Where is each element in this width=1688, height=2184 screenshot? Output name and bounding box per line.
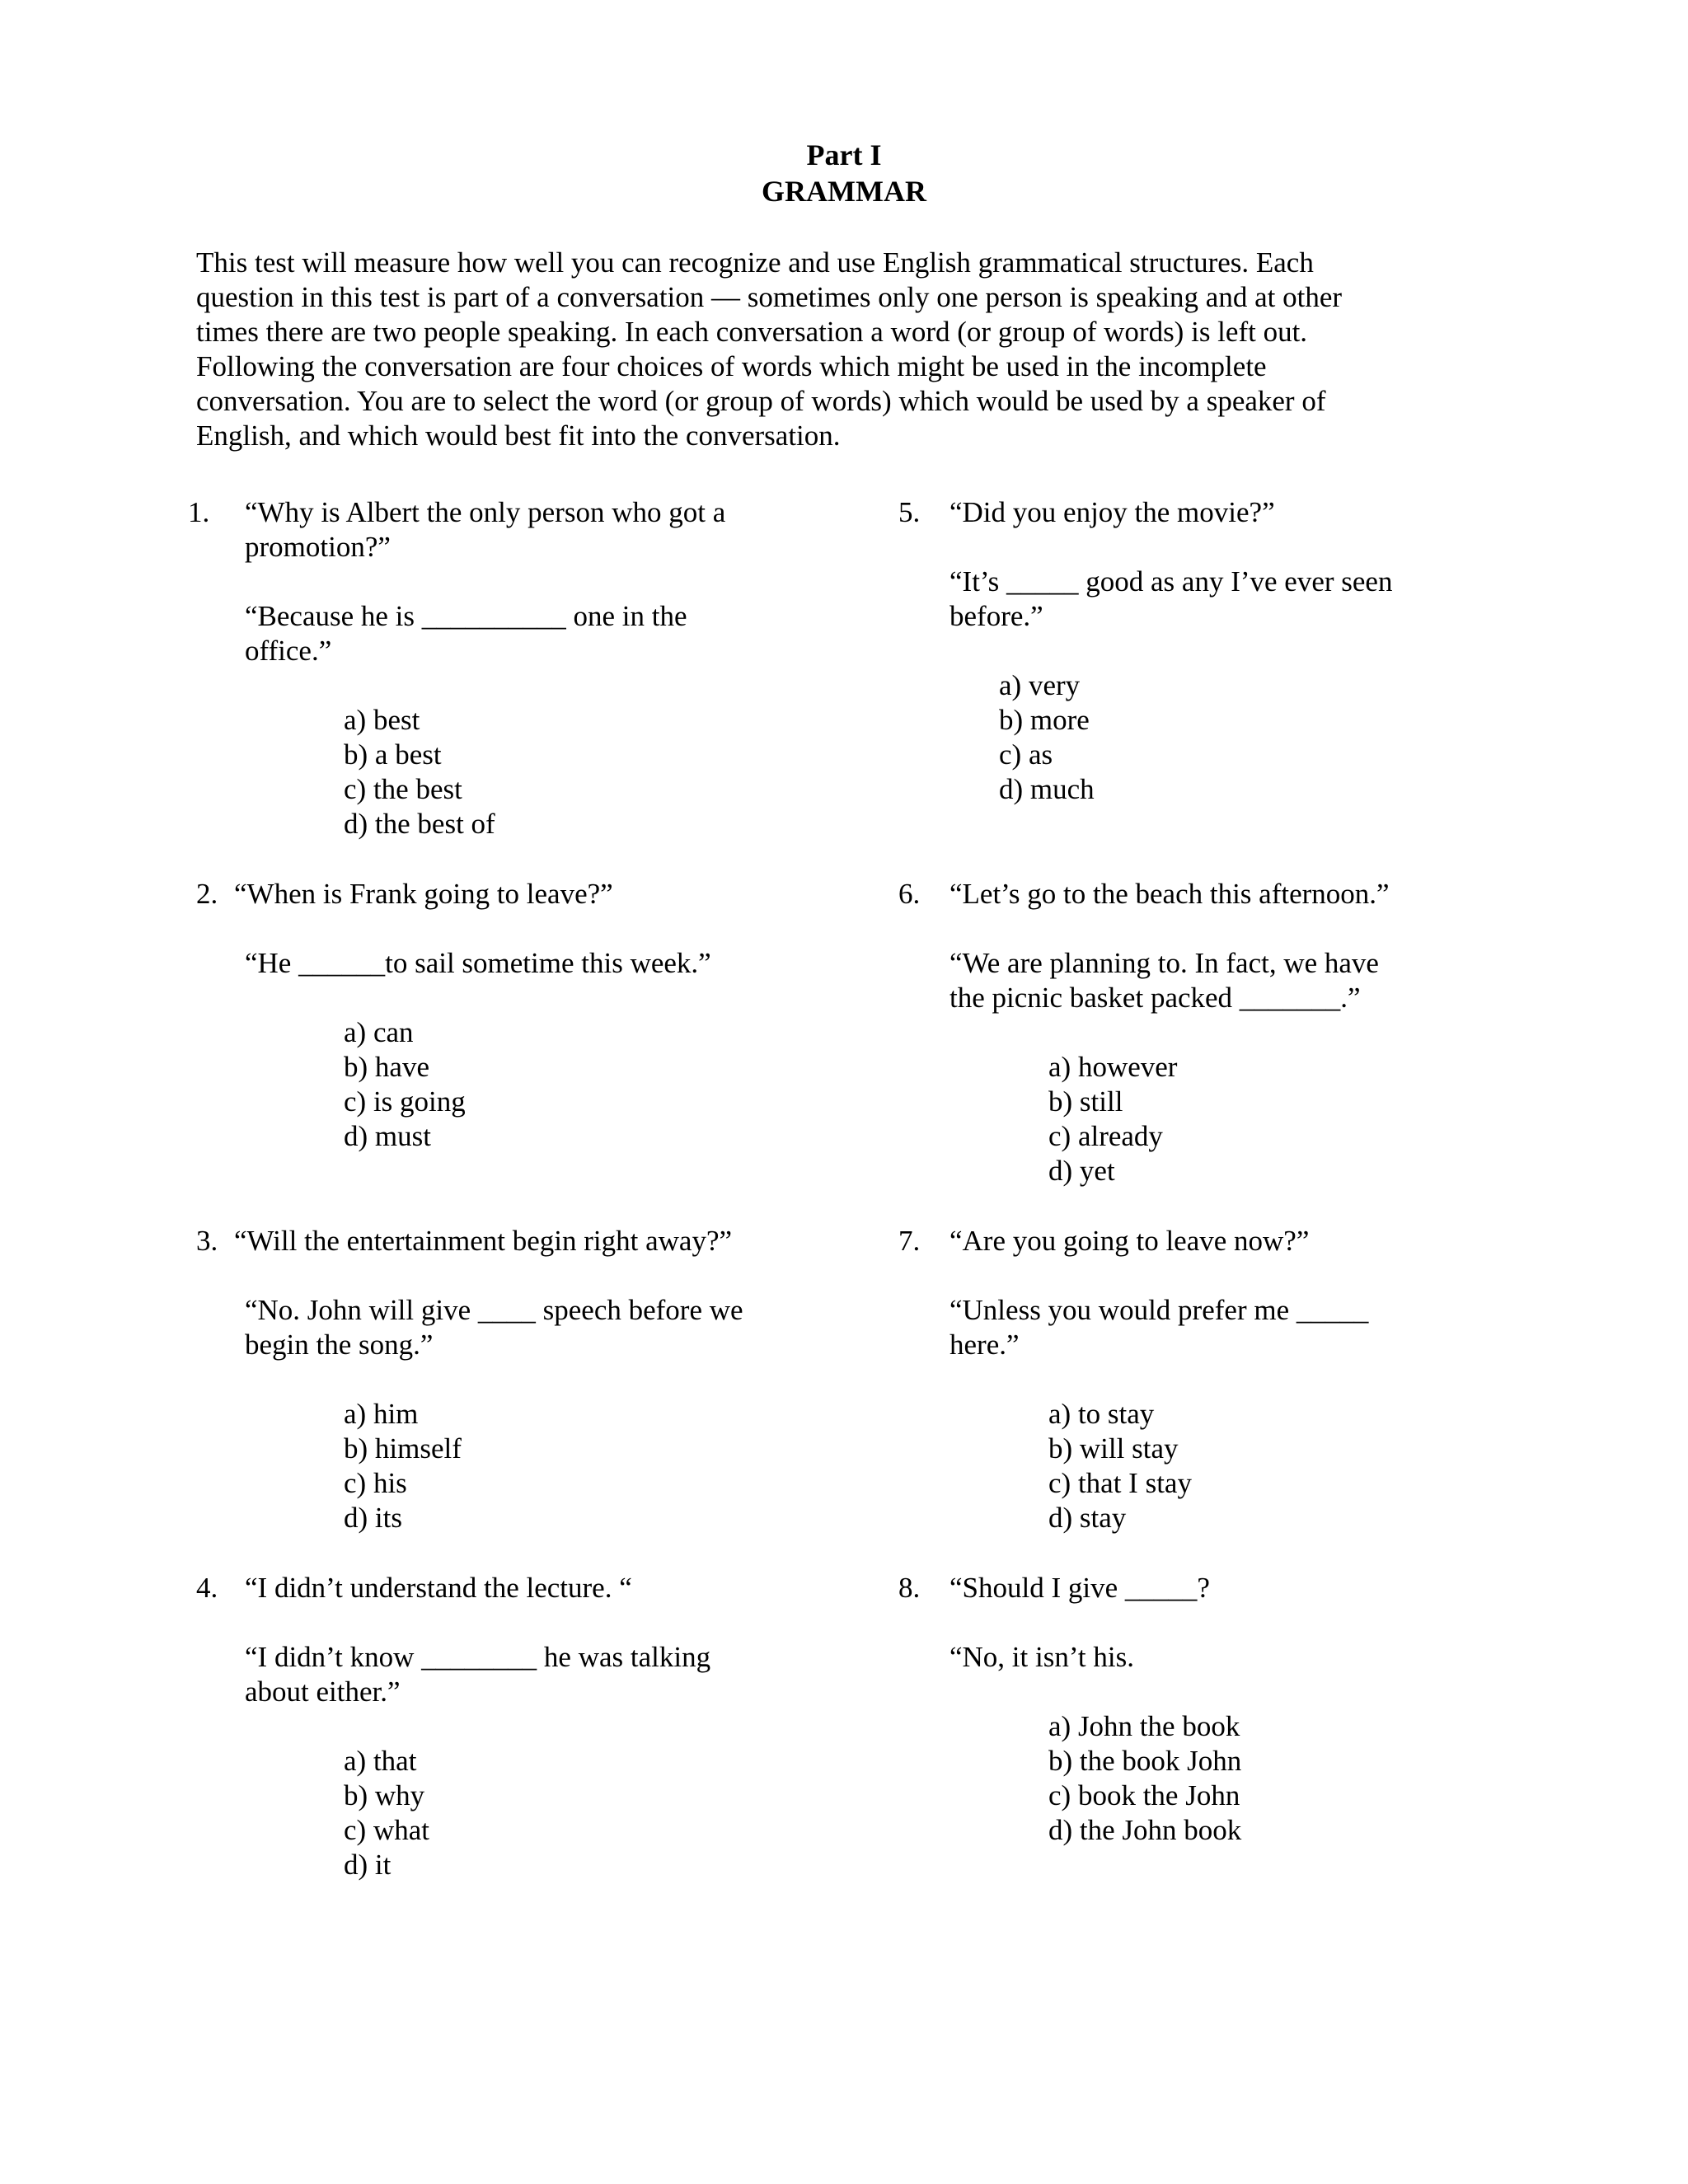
part-title: Part I <box>806 138 882 171</box>
question-prompt: “When is Frank going to leave?” <box>234 878 613 910</box>
question-4 <box>196 1571 856 1884</box>
question-prompt: “Did you enjoy the movie?” <box>950 496 1275 528</box>
question-prompt: “Let’s go to the beach this afternoon.” <box>950 878 1390 910</box>
question-number: 3. <box>196 1225 218 1257</box>
question-reply: “Because he is __________ one in the office.” <box>245 600 687 667</box>
question-reply: “Unless you would prefer me _____ here.” <box>950 1294 1369 1361</box>
question-number: 4. <box>196 1572 218 1604</box>
answer-choices: a) that b) why c) what d) it <box>344 1745 429 1881</box>
question-number: 6. <box>898 878 921 910</box>
answer-choices: a) however b) still c) already d) yet <box>1048 1051 1178 1187</box>
section-title: GRAMMAR <box>762 175 926 208</box>
answer-choices: a) very b) more c) as d) much <box>999 669 1095 805</box>
page-header <box>0 137 1688 209</box>
question-number: 5. <box>898 496 921 528</box>
question-prompt: “Will the entertainment begin right away?” <box>234 1225 733 1257</box>
question-number: 2. <box>196 878 218 910</box>
question-1 <box>188 495 847 850</box>
instructions-paragraph: This test will measure how well you can recognize and use English grammatical structures. Each question in this test is part of a conversation — sometimes only one person is speaking and at other times there are two people speaking. In each conversation a word (or group of words) is left out. Following the conversation are four choices of words which might be used in the incomplete conversation. You are to select the word (or group of words) which would be used by a speaker of English, and which would best fit into the conversation. <box>196 246 1343 452</box>
question-number: 8. <box>898 1572 921 1604</box>
question-7 <box>898 1224 1558 1537</box>
question-prompt: “Why is Albert the only person who got a promotion?” <box>245 496 726 563</box>
question-reply: “We are planning to. In fact, we have the picnic basket packed _______.” <box>950 947 1379 1014</box>
question-number: 1. <box>188 496 210 528</box>
question-8 <box>898 1571 1558 1868</box>
question-reply: “I didn’t know ________ he was talking about either.” <box>245 1641 711 1708</box>
question-5 <box>898 495 1558 808</box>
question-prompt: “Are you going to leave now?” <box>950 1225 1310 1257</box>
question-reply: “He ______to sail sometime this week.” <box>245 947 711 979</box>
answer-choices: a) best b) a best c) the best d) the best of <box>344 704 495 840</box>
question-prompt: “Should I give _____? <box>950 1572 1210 1604</box>
answer-choices: a) to stay b) will stay c) that I stay d) stay <box>1048 1398 1192 1534</box>
question-3 <box>196 1224 856 1537</box>
answer-choices: a) can b) have c) is going d) must <box>344 1016 466 1152</box>
question-reply: “It’s _____ good as any I’ve ever seen before.” <box>950 565 1393 632</box>
question-reply: “No, it isn’t his. <box>950 1641 1134 1673</box>
question-2 <box>196 877 856 1190</box>
answer-choices: a) John the book b) the book John c) book the John d) the John book <box>1048 1710 1242 1846</box>
question-reply: “No. John will give ____ speech before we begin the song.” <box>245 1294 743 1361</box>
answer-choices: a) him b) himself c) his d) its <box>344 1398 462 1534</box>
question-6 <box>898 877 1558 1207</box>
question-number: 7. <box>898 1225 921 1257</box>
question-prompt: “I didn’t understand the lecture. “ <box>245 1572 632 1604</box>
